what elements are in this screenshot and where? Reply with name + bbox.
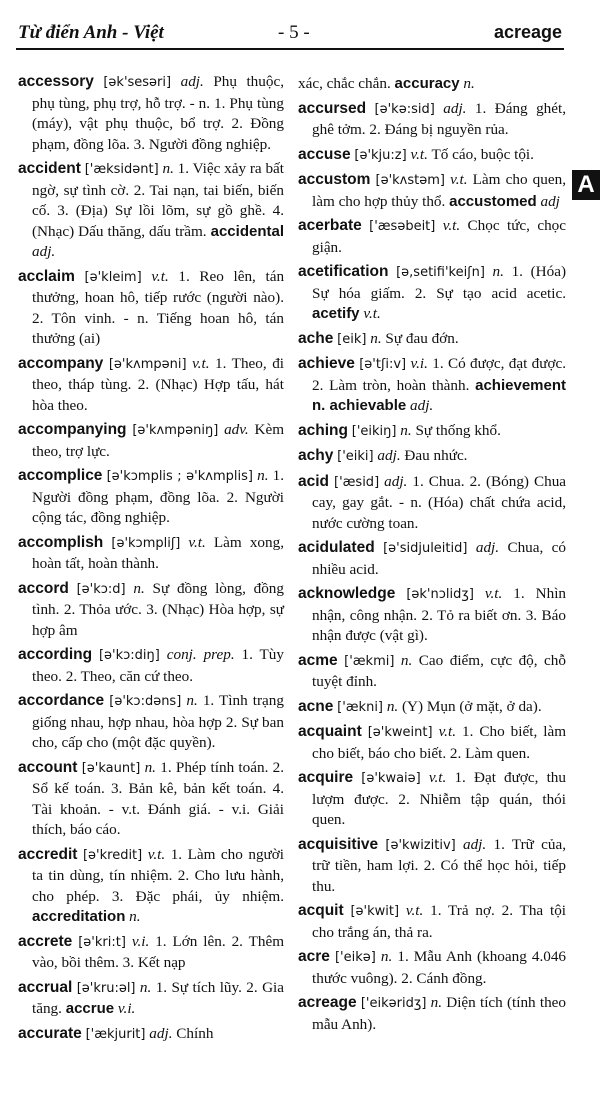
dictionary-entry xyxy=(298,584,566,647)
derived-word: accustomed xyxy=(449,192,537,210)
pronunciation: ['ækjurit] xyxy=(85,1026,146,1042)
pronunciation: [ə'kwizitiv] xyxy=(385,837,456,853)
part-of-speech: adj. xyxy=(462,835,487,853)
definition: 1. Reo lên, tán thưởng, hoan hô, tiếp rước (người nào). 2. Tôn vinh. - n. Tiếng hoan hô, tán thưởng (ai) xyxy=(32,267,285,347)
part-of-speech: v.t. xyxy=(438,723,456,740)
headword: acme xyxy=(298,651,338,669)
dictionary-entry xyxy=(18,691,284,754)
definition: Làm xong, hoàn tất, hoàn thành. xyxy=(32,533,284,572)
headword: acknowledge xyxy=(298,585,396,602)
headword: aching xyxy=(298,421,348,439)
part-of-speech: v.t. xyxy=(147,845,166,863)
headword: accessory xyxy=(18,73,94,90)
pronunciation: [ə'kwaiə] xyxy=(361,771,421,786)
headword: accompany xyxy=(18,354,104,372)
headword: accustom xyxy=(298,171,371,188)
definition: (Y) Mụn (ở mặt, ở da). xyxy=(402,697,542,715)
part-of-speech: v.t. xyxy=(405,902,424,919)
derived-part-of-speech: v.t. xyxy=(363,305,381,322)
dictionary-entry xyxy=(18,354,284,417)
definition: Tố cáo, buộc tội. xyxy=(431,145,534,163)
derived-part-of-speech: adj. xyxy=(410,397,434,414)
part-of-speech: n. xyxy=(133,579,145,597)
pronunciation: [ək'sesəri] xyxy=(103,75,172,90)
dictionary-entry xyxy=(18,845,284,928)
definition: 1. Tùy theo. 2. Theo, căn cứ theo. xyxy=(32,646,284,685)
headword: accrete xyxy=(18,932,73,950)
pronunciation: ['æksidənt] xyxy=(84,162,159,177)
dictionary-entry xyxy=(298,74,566,95)
derived-word: achievement n. achievable xyxy=(312,376,567,414)
headword: accrual xyxy=(18,978,73,996)
headword: achy xyxy=(298,447,334,464)
headword: accuse xyxy=(298,145,351,163)
pronunciation: [ək'nɔlidʒ] xyxy=(406,587,474,602)
dictionary-entry xyxy=(298,651,566,693)
definition: 1. Sự tích lũy. 2. Gia tăng. xyxy=(32,978,284,1017)
derived-part-of-speech: adj. xyxy=(32,243,56,260)
pronunciation: [ə'kredit] xyxy=(82,847,143,863)
definition: Phụ thuộc, phụ tùng, phụ trợ, hỗ trợ. - n. 1. Phụ tùng (máy), vật phụ thuộc, bổ trợ. 2. Đồng phạm, đồng lõa. 3. Người đồng nghiệp. xyxy=(32,73,284,153)
part-of-speech: adj. xyxy=(377,447,401,464)
definition: Chua, có nhiều acid. xyxy=(312,539,567,578)
definition: 1. Cho biết, làm cho biết, báo cho biết. 2. Làm quen. xyxy=(312,723,567,762)
headword: acidulated xyxy=(298,539,375,556)
derived-word: acetify xyxy=(312,305,360,322)
pronunciation: [ə'kə:sid] xyxy=(374,101,435,117)
part-of-speech: adj. xyxy=(149,1024,173,1042)
definition: 1. Tình trạng giống nhau, hợp nhau, hòa hợp 2. Sự ban cho, cấp cho (một đặc quyền). xyxy=(32,692,284,751)
pronunciation: [ə'kweint] xyxy=(367,725,433,740)
headword: acerbate xyxy=(298,217,362,234)
dictionary-entry xyxy=(298,901,566,943)
part-of-speech: n. xyxy=(257,467,269,484)
part-of-speech: v.t. xyxy=(484,585,503,602)
headword: accomplish xyxy=(18,533,104,551)
definition: 1. Trả nợ. 2. Tha tội cho trắng án, thả ra. xyxy=(312,902,567,941)
headword: acquire xyxy=(298,769,354,786)
page-header xyxy=(16,18,564,50)
dictionary-entry xyxy=(298,329,566,351)
derived-word: accuracy xyxy=(394,75,460,92)
definition: 1. Trữ của, trữ tiền, ham lợi. 2. Có thể học hỏi, tiếp thu. xyxy=(312,835,567,895)
dictionary-entry xyxy=(298,768,566,831)
part-of-speech: v.i. xyxy=(410,355,428,372)
headword: according xyxy=(18,646,93,663)
headword: acclaim xyxy=(18,267,75,285)
dictionary-entry xyxy=(18,533,284,575)
pronunciation: [ə'kwit] xyxy=(350,904,400,919)
part-of-speech: v.t. xyxy=(192,354,210,372)
dictionary-entry xyxy=(18,267,284,350)
derived-word: accreditation xyxy=(32,908,126,925)
derived-word: accrue xyxy=(65,1000,115,1017)
headword: accident xyxy=(18,160,81,177)
derived-part-of-speech: v.i. xyxy=(117,1000,136,1017)
definition: 1. Người đồng phạm, đồng lõa. 2. Người cộng tác, đồng nghiệp. xyxy=(32,467,285,526)
part-of-speech: n. xyxy=(370,329,382,347)
derived-part-of-speech: adj xyxy=(540,192,560,210)
pronunciation: [eik] xyxy=(337,331,367,347)
letter-tab: A xyxy=(572,170,600,200)
dictionary-entry xyxy=(298,145,566,167)
headword: accredit xyxy=(18,845,78,863)
dictionary-entry xyxy=(298,262,566,325)
headword: acquaint xyxy=(298,723,362,740)
definition: 1. Đạt được, thu lượm được. 2. Nhiễm tập quán, thói quen. xyxy=(312,769,566,828)
dictionary-entry xyxy=(298,170,566,212)
headword: accompanying xyxy=(18,421,127,438)
dictionary-entry xyxy=(298,947,566,989)
headword: acquit xyxy=(298,902,344,919)
definition: 1. (Hóa) Sự hóa giấm. 2. Sự tạo acid acetic. xyxy=(312,263,567,302)
pronunciation: ['eikiŋ] xyxy=(351,423,397,439)
part-of-speech: n. xyxy=(144,758,156,776)
dictionary-title: Từ điển Anh - Việt xyxy=(18,22,164,43)
pronunciation: [ə'kʌstəm] xyxy=(375,173,445,188)
pronunciation: [ə'kleim] xyxy=(84,269,142,285)
definition: Chọc tức, chọc giận. xyxy=(312,217,567,256)
part-of-speech: n. xyxy=(162,160,174,177)
pronunciation: [ə'kɔ:dəns] xyxy=(109,694,182,709)
headword: achieve xyxy=(298,355,355,372)
dictionary-entry xyxy=(298,354,566,417)
dictionary-entry xyxy=(298,99,566,141)
definition: 1. Lớn lên. 2. Thêm vào, bồi thêm. 3. Kết nạp xyxy=(32,932,285,971)
pronunciation: [ə'kʌmpəni] xyxy=(108,356,187,372)
pronunciation: ['eiki] xyxy=(337,449,374,464)
pronunciation: [ə,setifi'keiʃn] xyxy=(396,265,485,280)
definition: Đau nhức. xyxy=(404,447,468,464)
part-of-speech: n. xyxy=(400,651,413,669)
part-of-speech: n. xyxy=(400,421,412,439)
headword: acre xyxy=(298,948,330,965)
part-of-speech: v.t. xyxy=(188,533,206,551)
headword: acquisitive xyxy=(298,835,379,853)
dictionary-entry xyxy=(298,835,566,898)
dictionary-entry xyxy=(18,579,284,642)
pronunciation: ['eikə] xyxy=(334,950,376,965)
definition: Chính xyxy=(176,1024,214,1042)
dictionary-entry xyxy=(298,993,566,1035)
definition: Sự đồng lòng, đồng tình. 2. Thỏa ước. 3. (Nhạc) Hòa hợp, sự hợp âm xyxy=(32,579,284,639)
right-column xyxy=(298,74,566,1039)
headword: acreage xyxy=(298,994,357,1011)
part-of-speech: n. xyxy=(386,697,399,715)
definition: Làm cho quen, làm cho hợp thủy thổ. xyxy=(312,171,566,210)
part-of-speech: v.t. xyxy=(410,145,428,163)
pronunciation: [ə'kju:z] xyxy=(354,147,407,163)
dictionary-entry xyxy=(18,159,284,263)
dictionary-entry xyxy=(18,72,284,155)
part-of-speech: adj. xyxy=(180,73,204,90)
dictionary-entry xyxy=(298,446,566,468)
derived-word: accidental xyxy=(210,222,284,240)
definition: 1. Theo, đi theo, tháp tùng. 2. (Nhạc) Hợp tấu, hát hòa theo. xyxy=(32,354,285,414)
headword: acne xyxy=(298,697,334,715)
definition: xác, chắc chắn. xyxy=(298,75,391,92)
definition: Kèm theo, trợ lực. xyxy=(32,421,285,460)
definition: 1. Chua. 2. (Bóng) Chua cay, gay gắt. - n. (Hóa) chất chứa acid, nước cường toan. xyxy=(312,472,567,532)
dictionary-entry xyxy=(298,421,566,443)
pronunciation: [ə'kaunt] xyxy=(81,760,141,776)
definition: Sự đau đớn. xyxy=(385,329,459,347)
pronunciation: [ə'kɔmplis ; ə'kʌmplis] xyxy=(106,469,253,484)
derived-part-of-speech: n. xyxy=(129,908,141,925)
part-of-speech: n. xyxy=(380,948,393,965)
part-of-speech: adj. xyxy=(443,99,467,117)
part-of-speech: adv. xyxy=(224,421,249,438)
page-number: - 5 - xyxy=(278,22,310,43)
pronunciation: [ə'tʃi:v] xyxy=(359,357,407,372)
part-of-speech: adj. xyxy=(384,472,408,490)
pronunciation: [ə'kʌmpəniŋ] xyxy=(132,423,219,438)
definition: 1. Làm cho người ta tin dùng, tín nhiệm. 2. Cho lưu hành, cho phép. 3. Đặc phái, ủy nhiệm. xyxy=(32,845,285,905)
part-of-speech: conj. prep. xyxy=(166,646,235,663)
dictionary-entry xyxy=(18,420,284,462)
pronunciation: [ə'sidjuleitid] xyxy=(383,541,468,556)
derived-part-of-speech: n. xyxy=(463,75,475,92)
pronunciation: ['ækni] xyxy=(337,699,384,715)
part-of-speech: n. xyxy=(139,978,152,996)
definition: Sự thống khổ. xyxy=(415,421,501,439)
pronunciation: [ə'kri:t] xyxy=(78,934,126,950)
headword: accordance xyxy=(18,692,105,709)
definition: 1. Đáng ghét, ghê tởm. 2. Đáng bị nguyền rủa. xyxy=(312,99,567,138)
pronunciation: [ə'kɔmpliʃ] xyxy=(111,535,181,551)
part-of-speech: n. xyxy=(186,692,198,709)
definition: Diện tích (tính theo mẫu Anh). xyxy=(312,994,567,1033)
part-of-speech: n. xyxy=(492,263,504,280)
definition: 1. Phép tính toán. 2. Sổ kế toán. 3. Bản kê, bản kết toán. 4. Tài khoản. - v.t. Đánh giá. - v.i. Giải thích, báo cáo. xyxy=(32,758,285,838)
part-of-speech: v.t. xyxy=(151,267,169,285)
pronunciation: ['eikəridʒ] xyxy=(360,996,427,1011)
pronunciation: [ə'kɔ:diŋ] xyxy=(98,648,160,663)
headword: accurate xyxy=(18,1024,82,1042)
part-of-speech: adj. xyxy=(475,539,500,556)
pronunciation: ['æsid] xyxy=(334,474,380,490)
headword: accord xyxy=(18,579,69,597)
dictionary-entry xyxy=(298,216,566,258)
headword: account xyxy=(18,758,78,776)
definition: 1. Việc xảy ra bất ngờ, sự tình cờ. 2. Tai nạn, tai biến, biến cố. 3. (Địa) Sự lồi lõm, sự gồ ghề. 4. (Nhạc) Dấu thăng, dấu trầm. xyxy=(32,160,284,240)
dictionary-entry xyxy=(18,1024,284,1046)
part-of-speech: v.t. xyxy=(450,171,468,188)
definition: 1. Mẫu Anh (khoang 4.046 thước vuông). 2. Cánh đồng. xyxy=(312,948,567,987)
definition: 1. Nhìn nhận, công nhận. 2. Tỏ ra biết ơn. 3. Báo nhận được (vật gì). xyxy=(312,585,567,644)
part-of-speech: n. xyxy=(430,994,443,1011)
definition: Cao điểm, cực độ, chỗ tuyệt đỉnh. xyxy=(312,651,566,690)
dictionary-entry xyxy=(18,645,284,687)
pronunciation: [ə'kɔ:d] xyxy=(76,581,126,597)
definition: 1. Có được, đạt được. 2. Làm tròn, hoàn thành. xyxy=(312,355,567,394)
pronunciation: [ə'kru:əl] xyxy=(76,980,136,996)
headword: acid xyxy=(298,472,330,490)
dictionary-entry xyxy=(298,697,566,719)
headword: accomplice xyxy=(18,467,103,484)
dictionary-entry xyxy=(18,758,284,841)
headword: acetification xyxy=(298,263,389,280)
pronunciation: ['æsəbeit] xyxy=(369,219,436,234)
part-of-speech: v.t. xyxy=(428,769,447,786)
dictionary-entry xyxy=(298,722,566,764)
left-column xyxy=(18,72,284,1049)
dictionary-entry xyxy=(298,538,566,580)
dictionary-entry xyxy=(18,932,284,974)
dictionary-entry xyxy=(18,978,284,1020)
headword: ache xyxy=(298,329,334,347)
dictionary-entry xyxy=(18,466,284,529)
part-of-speech: v.t. xyxy=(442,217,461,234)
pronunciation: ['ækmi] xyxy=(344,653,395,669)
dictionary-entry xyxy=(298,472,566,535)
part-of-speech: v.i. xyxy=(131,932,150,950)
headword: accursed xyxy=(298,99,367,117)
guide-word: acreage xyxy=(493,22,562,42)
